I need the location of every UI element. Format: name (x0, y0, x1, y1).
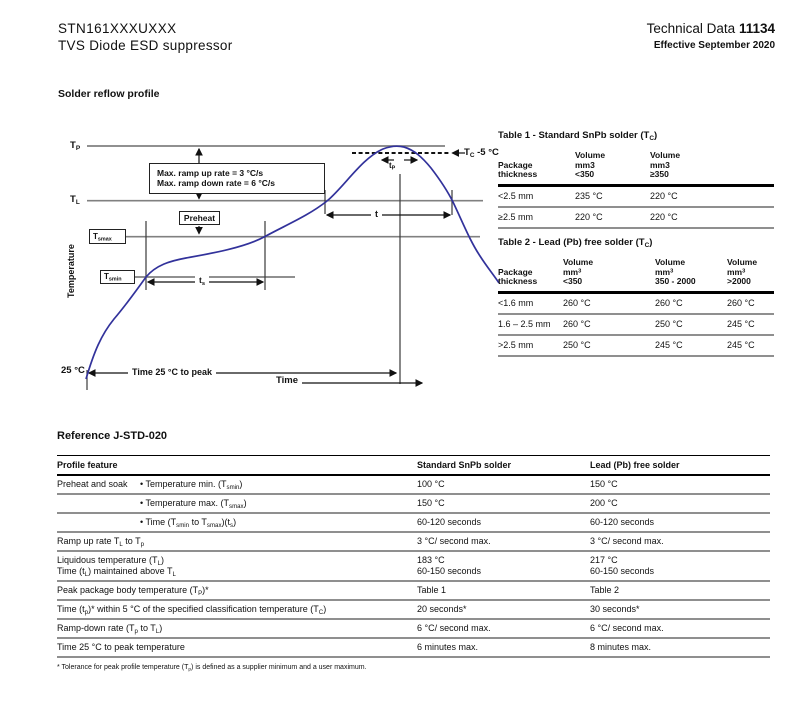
ref-r8-pbfree: 8 minutes max. (590, 642, 652, 652)
reference-jstd020-section (57, 430, 770, 658)
ref-r6-snpb: 20 seconds* (417, 604, 467, 614)
ref-header-pbfree: Lead (Pb) free solder (590, 460, 680, 470)
table1-r1-v1: 220 °C (575, 211, 603, 222)
table-row (57, 476, 770, 495)
table1-header-vol-ge350: Volume mm3 ≥350 (650, 150, 681, 179)
effective-date: Effective September 2020 (653, 40, 775, 51)
table-row (498, 187, 774, 208)
table2-r0-thickness: <1.6 mm (498, 297, 534, 308)
ref-r7-feature: Ramp-down rate ($T_p$ to $T_L$) (57, 623, 163, 635)
table2-header-vol-350-2000: Volume $mm^3$ 350 - 2000 (655, 257, 696, 286)
ref-r8-snpb: 6 minutes max. (417, 642, 479, 652)
table-row (57, 552, 770, 582)
device-subtitle: TVS Diode ESD suppressor (58, 38, 233, 53)
ramp-down-rate-text: Max. ramp down rate = 6 °C/s (157, 178, 275, 188)
ref-r1-pbfree: 200 °C (590, 498, 618, 508)
ref-r2-feature: • Time ($T_{smin}$ to $T_{smax})(t_s)$ (140, 517, 237, 529)
ref-r2-snpb: 60-120 seconds (417, 517, 482, 527)
ref-r6-pbfree: 30 seconds* (590, 604, 640, 614)
table-row (57, 495, 770, 514)
reference-header-row (57, 455, 770, 476)
table2-r1-v2: 250 °C (655, 318, 683, 329)
table1-title: Table 1 - Standard SnPb solder $(T_C)$ (498, 130, 658, 143)
table2-r1-thickness: 1.6 – 2.5 mm (498, 318, 551, 329)
ref-r7-snpb: 6 °C/ second max. (417, 623, 491, 633)
ref-r4-pbfree: 217 °C 60-150 seconds (590, 555, 655, 576)
table2-r1-v1: 260 °C (563, 318, 591, 329)
table2-r1-v3: 245 °C (727, 318, 755, 329)
ref-r0-pbfree: 150 °C (590, 479, 618, 489)
table-row (57, 514, 770, 533)
tc-minus5-label: $T_C$ -5 °C (464, 147, 499, 160)
ref-r5-snpb: Table 1 (417, 585, 447, 595)
table-row (57, 620, 770, 639)
table1-standard-snpb (498, 130, 774, 229)
ref-r0-group: Preheat and soak (57, 479, 128, 489)
table2-r2-v1: 250 °C (563, 339, 591, 350)
table-row (57, 533, 770, 552)
part-number: STN161XXXUXXX (58, 21, 177, 36)
footnote: * Tolerance for peak profile temperature $(T_p)$ is defined as a supplier minimum and a user maximum. (57, 664, 367, 673)
ref-r8-feature: Time 25 °C to peak temperature (57, 642, 185, 652)
table2-pb-free (498, 237, 774, 357)
ramp-up-rate-text: Max. ramp up rate = 3 °C/s (157, 168, 264, 178)
tsmin-callout-box: $T_{smin}$ (100, 270, 135, 284)
ref-r3-feature: Ramp up rate $T_L$ to $T_p$ (57, 536, 145, 548)
tl-axis-label: $T_L$ (70, 194, 80, 207)
table1-header-vol-lt350: Volume mm3 <350 (575, 150, 606, 179)
table1-r1-thickness: ≥2.5 mm (498, 211, 533, 222)
table1-r0-thickness: <2.5 mm (498, 190, 534, 201)
table2-r2-v2: 245 °C (655, 339, 683, 350)
doc-title (647, 21, 775, 36)
table2-r0-v1: 260 °C (563, 297, 591, 308)
table2-title: Table 2 - Lead (Pb) free solder $(T_C)$ (498, 237, 653, 250)
ts-interval-label: $t_s$ (195, 275, 209, 285)
ramp-rate-callout-box (149, 163, 325, 194)
ref-r0-feature: • Temperature min. $(T_{smin})$ (140, 479, 243, 491)
preheat-callout-box: Preheat (179, 211, 220, 225)
doc-label: Technical Data (646, 21, 739, 36)
table2-header-package: Package thickness (498, 266, 538, 286)
ref-r5-feature: Peak package body temperature $(T_P)*$ (57, 585, 209, 597)
ref-r2-pbfree: 60-120 seconds (590, 517, 655, 527)
table1-header-row (498, 151, 774, 187)
ref-r4-feature: Liquidous temperature $(T_L)$ Time $(t_L)$ maintained above $T_L$ (57, 555, 176, 578)
table-row (57, 582, 770, 601)
ref-r0-snpb: 100 °C (417, 479, 445, 489)
table2-r2-thickness: >2.5 mm (498, 339, 534, 350)
ref-r6-feature: Time $(t_p)*$ within 5 °C of the specified classification temperature $(T_C)$ (57, 604, 327, 616)
table1-header-package: Package thickness (498, 159, 538, 179)
table2-header-vol-lt350: Volume $mm^3$ <350 (563, 257, 594, 286)
table-row (498, 315, 774, 336)
ref-r7-pbfree: 6 °C/ second max. (590, 623, 664, 633)
ref-r3-pbfree: 3 °C/ second max. (590, 536, 664, 546)
reference-title: Reference J-STD-020 (57, 430, 168, 442)
table2-header-vol-gt2000: Volume $mm^3$ >2000 (727, 257, 758, 286)
ref-header-profile-feature: Profile feature (57, 460, 118, 470)
table-row (498, 208, 774, 229)
reflow-profile-diagram (55, 118, 510, 400)
t-interval-label: t (371, 209, 382, 219)
table-row (57, 601, 770, 620)
table1-r0-v1: 235 °C (575, 190, 603, 201)
time-axis-label: Time (272, 375, 302, 386)
tp-axis-label: $T_P$ (70, 140, 81, 153)
table-row (498, 336, 774, 357)
ref-r4-snpb: 183 °C 60-150 seconds (417, 555, 482, 576)
ref-r1-snpb: 150 °C (417, 498, 445, 508)
table1-r1-v2: 220 °C (650, 211, 678, 222)
ref-header-snpb: Standard SnPb solder (417, 460, 512, 470)
table2-r2-v3: 245 °C (727, 339, 755, 350)
table2-r0-v3: 260 °C (727, 297, 755, 308)
tsmax-callout-box: $T_{smax}$ (89, 229, 126, 244)
table1-r0-v2: 220 °C (650, 190, 678, 201)
table2-r0-v2: 260 °C (655, 297, 683, 308)
ref-r1-feature: • Temperature max. $(T_{smax})$ (140, 498, 247, 510)
ref-header-spacer (140, 460, 417, 470)
ref-r5-pbfree: Table 2 (590, 585, 620, 595)
table-row (57, 639, 770, 658)
tp-peak-label: $t_P$ (389, 161, 396, 172)
doc-number: 11134 (738, 21, 775, 36)
start-temperature-label: 25 °C (61, 365, 85, 376)
table2-header-row (498, 258, 774, 294)
temperature-axis-label: Temperature (66, 244, 76, 298)
ref-r3-snpb: 3 °C/ second max. (417, 536, 491, 546)
table-row (498, 294, 774, 315)
time-to-peak-label: Time 25 °C to peak (128, 367, 216, 377)
section-title: Solder reflow profile (58, 88, 160, 100)
